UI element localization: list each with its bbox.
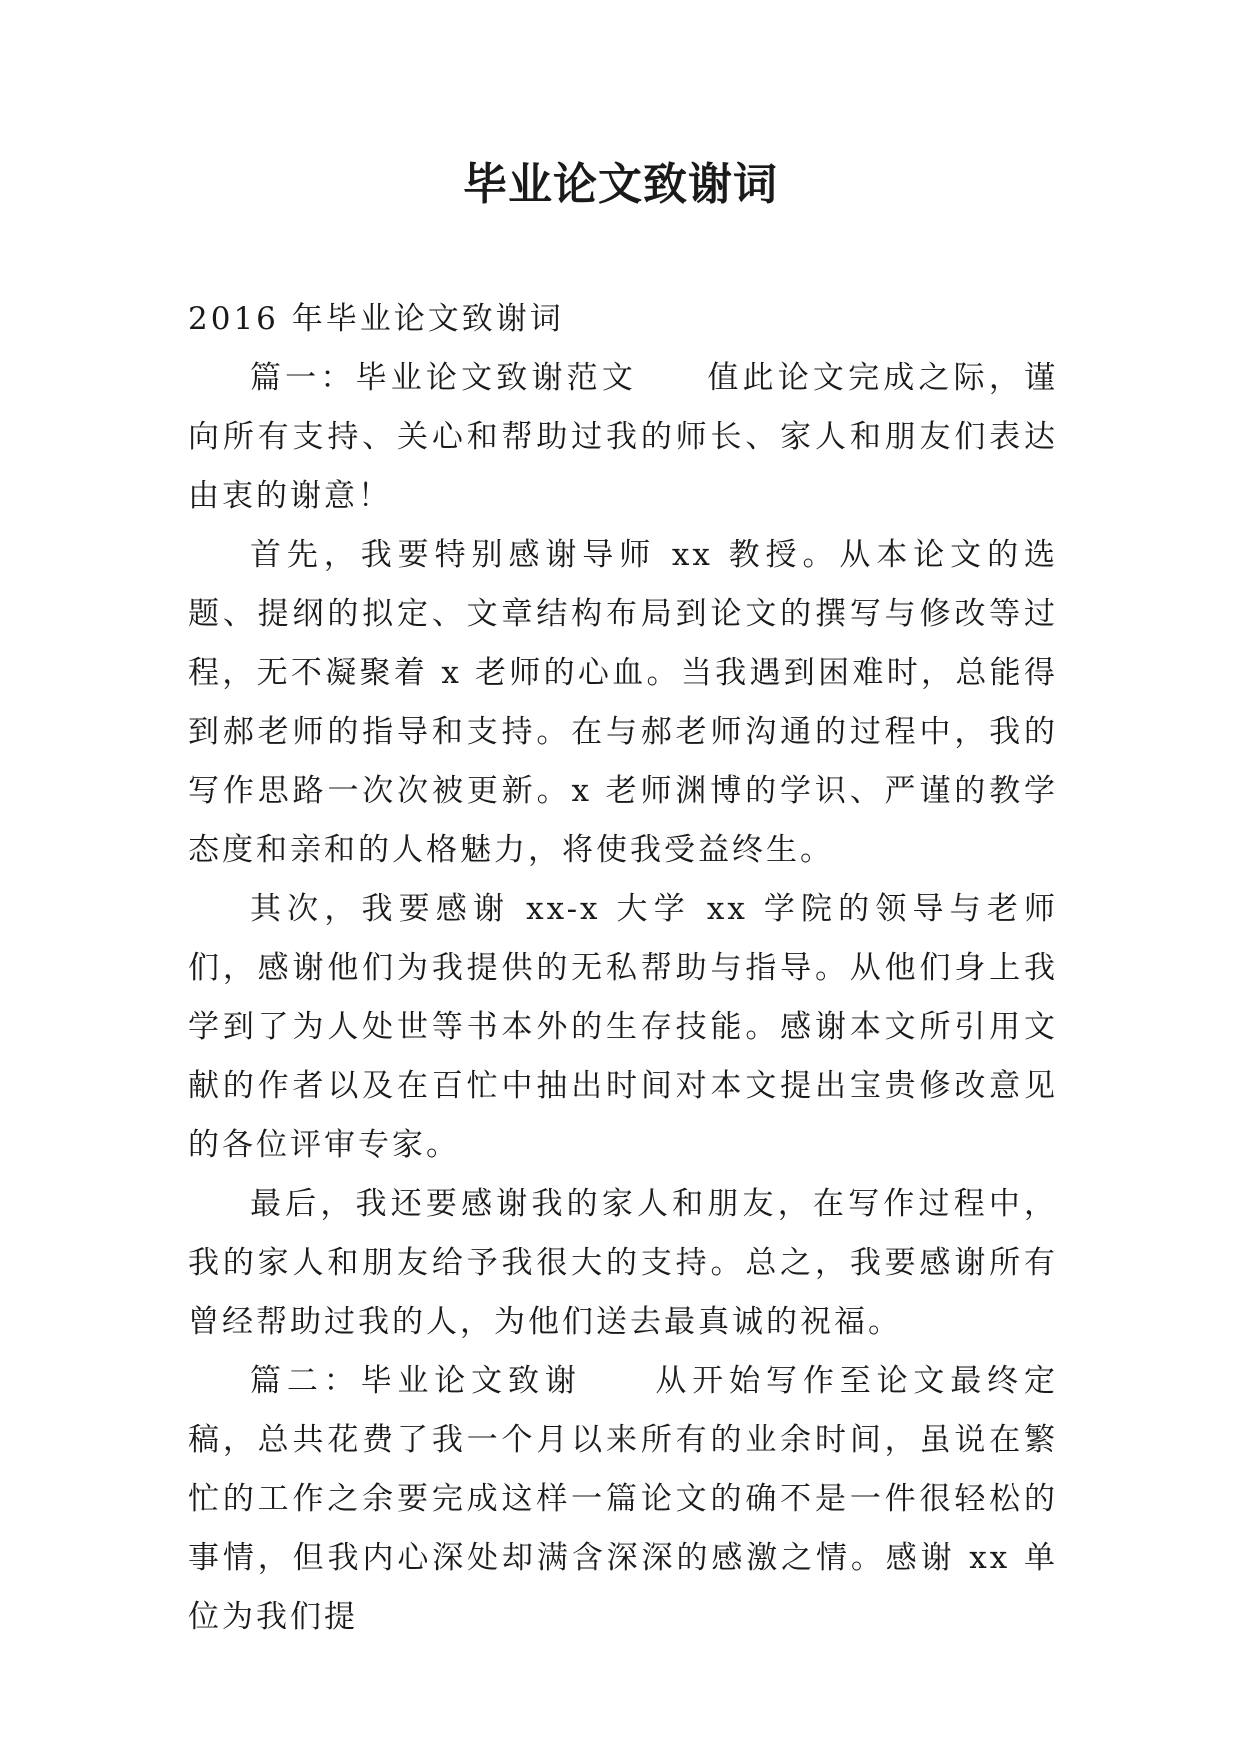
paragraph-5: 篇二：毕业论文致谢 从开始写作至论文最终定稿，总共花费了我一个月以来所有的业余时间，虽说在繁忙的工作之余要完成这样一篇论文的确不是一件很轻松的事情，但我内心深处却满含深深的感激之情。感谢 xx 单位为我们提 (188, 1363, 1058, 1635)
paragraph-2: 首先，我要特别感谢导师 xx 教授。从本论文的选题、提纲的拟定、文章结构布局到论文的撰写与修改等过程，无不凝聚着 x 老师的心血。当我遇到困难时，总能得到郝老师的指导和支持。在与郝老师沟通的过程中，我的写作思路一次次被更新。x 老师渊博的学识、严谨的教学态度和亲和的人格魅力，将使我受益终生。 (188, 537, 1058, 868)
paragraph-4: 最后，我还要感谢我的家人和朋友，在写作过程中，我的家人和朋友给予我很大的支持。总之，我要感谢所有曾经帮助过我的人，为他们送去最真诚的祝福。 (188, 1186, 1058, 1340)
document-title: 毕业论文致谢词 (463, 159, 778, 210)
paragraph-3: 其次，我要感谢 xx-x 大学 xx 学院的领导与老师们，感谢他们为我提供的无私帮助与指导。从他们身上我学到了为人处世等书本外的生存技能。感谢本文所引用文献的作者以及在百忙中抽出时间对本文提出宝贵修改意见的各位评审专家。 (188, 891, 1058, 1163)
paragraph-1: 篇一：毕业论文致谢范文 值此论文完成之际，谨向所有支持、关心和帮助过我的师长、家人和朋友们表达由衷的谢意！ (188, 360, 1058, 514)
document-body (188, 290, 1058, 1647)
document-subtitle: 2016 年毕业论文致谢词 (188, 301, 564, 337)
